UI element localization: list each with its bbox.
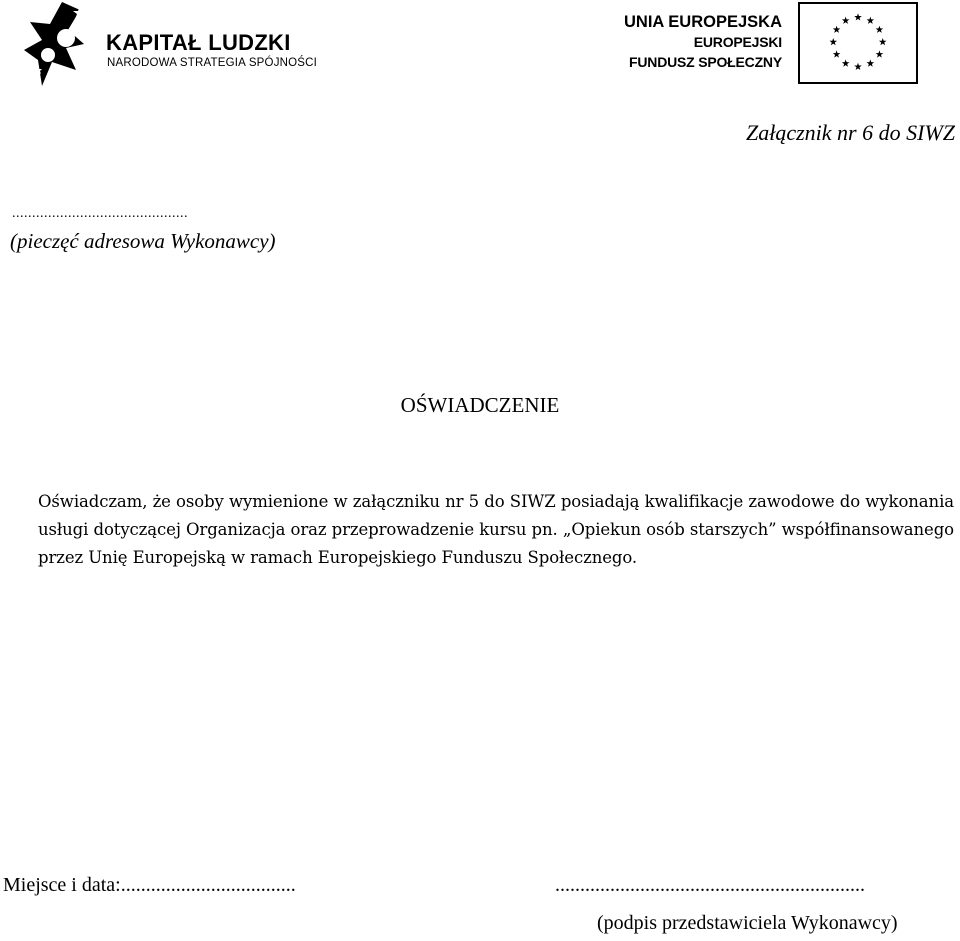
eu-star-icon [829, 38, 837, 45]
eu-logo-line1: UNIA EUROPEJSKA [624, 13, 782, 31]
eu-star-icon [876, 50, 884, 57]
eu-flag-icon [798, 2, 918, 84]
eu-logo-line3: FUNDUSZ SPOŁECZNY [629, 54, 782, 70]
stamp-dotted-line: ............................................ [12, 206, 188, 221]
eu-star-icon [867, 17, 875, 24]
document-title: OŚWIADCZENIE [400, 393, 560, 417]
eu-star-icon [867, 59, 875, 66]
eu-efs-logo [610, 0, 922, 90]
eu-star-icon [842, 59, 850, 66]
eu-star-icon [876, 26, 884, 33]
signature-label: (podpis przedstawiciela Wykonawcy) [597, 912, 898, 934]
eu-logo-line2: EUROPEJSKI [693, 34, 782, 50]
place-and-date-field: Miejsce i data:................................... [3, 874, 296, 896]
kapital-ludzki-emblem-icon [22, 0, 102, 90]
eu-star-icon [833, 26, 841, 33]
declaration-text: Oświadczam, że osoby wymienione w załączniku nr 5 do SIWZ posiadają kwalifikacje zawodowe do wykonania usługi dotyczącej Organizacja oraz przeprowadzenie kursu pn. „Opiekun osób starszych” współfinansowanego przez Unię Europejską w ramach Europejskiego Funduszu Społecznego. [38, 492, 954, 567]
annex-label: Załącznik nr 6 do SIWZ [746, 120, 955, 145]
eu-star-icon [854, 13, 862, 20]
kapital-ludzki-subtitle: NARODOWA STRATEGIA SPÓJNOŚCI [107, 57, 318, 69]
eu-star-icon [842, 17, 850, 24]
kapital-ludzki-title: KAPITAŁ LUDZKI [106, 30, 291, 55]
stamp-label: (pieczęć adresowa Wykonawcy) [10, 229, 276, 253]
eu-star-icon [854, 63, 862, 70]
eu-star-icon [879, 38, 887, 45]
kapital-ludzki-logo [22, 0, 318, 90]
eu-logo-text [624, 12, 782, 72]
signature-dotted-line: .............................................................. [555, 874, 865, 896]
eu-star-icon [833, 50, 841, 57]
